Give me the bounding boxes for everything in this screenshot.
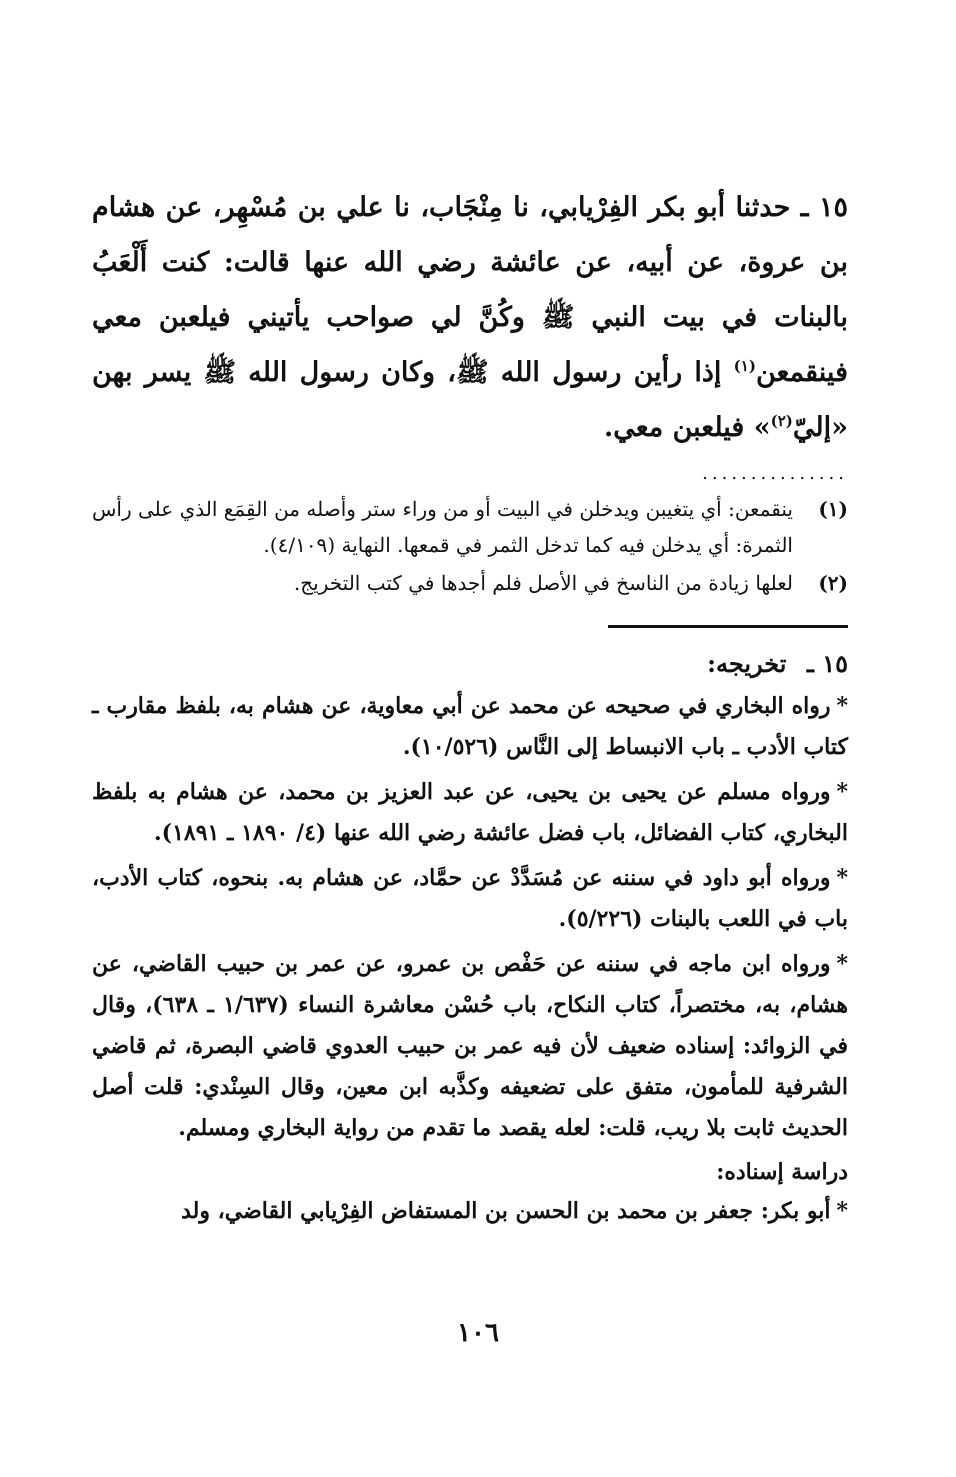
- hadith-end: » فيلعبن معي.: [603, 412, 771, 443]
- footnote-ref-2[interactable]: (٢): [770, 412, 793, 430]
- takhrij-text: ورواه مسلم عن يحيى بن يحيى، عن عبد العزيز بن محمد، عن هشام به بلفظ البخاري، كتاب الفضائل، باب فضل عائشة رضي الله عنها (٤/ ١٨٩٠ ـ ١٨٩١).: [92, 779, 848, 846]
- footnotes: [92, 491, 848, 601]
- footnote-ref-1[interactable]: (١): [733, 357, 756, 375]
- takhrij-item-4: [92, 944, 848, 1149]
- footnote-number: (٢): [818, 571, 848, 595]
- takhrij-heading: [92, 646, 848, 682]
- bullet-star: *: [836, 1198, 848, 1224]
- footnote-1: [92, 491, 848, 563]
- takhrij-text: رواه البخاري في صحيحه عن محمد عن أبي معاوية، عن هشام به، بلفظ مقارب ـ كتاب الأدب ـ باب الانبساط إلى النَّاس (١٠/٥٢٦).: [92, 693, 848, 760]
- takhrij-title: تخريجه:: [707, 649, 787, 678]
- bullet-star: *: [836, 779, 848, 805]
- takhrij-item-3: [92, 858, 848, 940]
- divider-rule: [608, 625, 848, 628]
- isnad-text: أبو بكر: جعفر بن محمد بن الحسن بن المستفاض الفِرْيابي القاضي، ولد: [181, 1198, 831, 1224]
- footnote-text: ينقمعن: أي يتغيبن ويدخلن في البيت أو من وراء ستر وأصله من القِمَع الذي على رأس الثمرة: أي يدخلن فيه كما تدخل الثمر في قمعها. النهاية (٤/١٠٩).: [92, 497, 793, 557]
- bullet-star: *: [836, 693, 848, 719]
- page-body: [92, 180, 848, 1236]
- page-number: ١٠٦: [457, 1318, 499, 1348]
- takhrij-item-2: [92, 772, 848, 854]
- hadith-continued: إذا رأين رسول الله ﷺ، وكان رسول الله ﷺ يسر بهن «إليّ: [92, 357, 848, 443]
- bullet-star: *: [836, 865, 848, 891]
- footnote-2: [92, 565, 848, 601]
- bullet-star: *: [836, 951, 848, 977]
- isnad-item-1: [92, 1191, 848, 1232]
- takhrij-text: ورواه أبو داود في سننه عن مُسَدَّدْ عن حمَّاد، عن هشام به. بنحوه، كتاب الأدب، باب في اللعب بالبنات (٥/٢٢٦).: [92, 865, 848, 932]
- hadith-text: [92, 180, 848, 455]
- separator-dots: ...............: [702, 463, 848, 484]
- footnote-number: (١): [818, 497, 848, 521]
- takhrij-text: ورواه ابن ماجه في سننه عن حَفْص بن عمرو، عن عمر بن حبيب القاضي، عن هشام، به، مختصراً، كتاب النكاح، باب حُسْن معاشرة النساء (١/٦٣٧ ـ ٦٣٨)، وقال في الزوائد: إسناده ضعيف لأن فيه عمر بن حبيب العدوي قاضي البصرة، ثم قاضي الشرفية للمأمون، متفق على تضعيفه وكذَّبه ابن معين، وقال السِنْدي: قلت أصل الحديث ثابت بلا ريب، قلت: لعله يقصد ما تقدم من رواية البخاري ومسلم.: [92, 951, 849, 1141]
- isnad-heading: دراسة إسناده:: [716, 1159, 848, 1185]
- hadith-main: ١٥ ـ حدثنا أبو بكر الفِرْيابي، نا مِنْجَاب، نا علي بن مُسْهِر، عن هشام بن عروة، عن أبيه، عن عائشة رضي الله عنها قالت: كنت أَلْعَبُ بالبنات في بيت النبي ﷺ وكُنَّ لي صواحب يأتيني فيلعبن معي فينقمعن: [92, 192, 848, 388]
- footnote-text: لعلها زيادة من الناسخ في الأصل فلم أجدها في كتب التخريج.: [293, 571, 793, 595]
- takhrij-number: ١٥ ـ: [806, 649, 848, 678]
- takhrij-item-1: [92, 686, 848, 768]
